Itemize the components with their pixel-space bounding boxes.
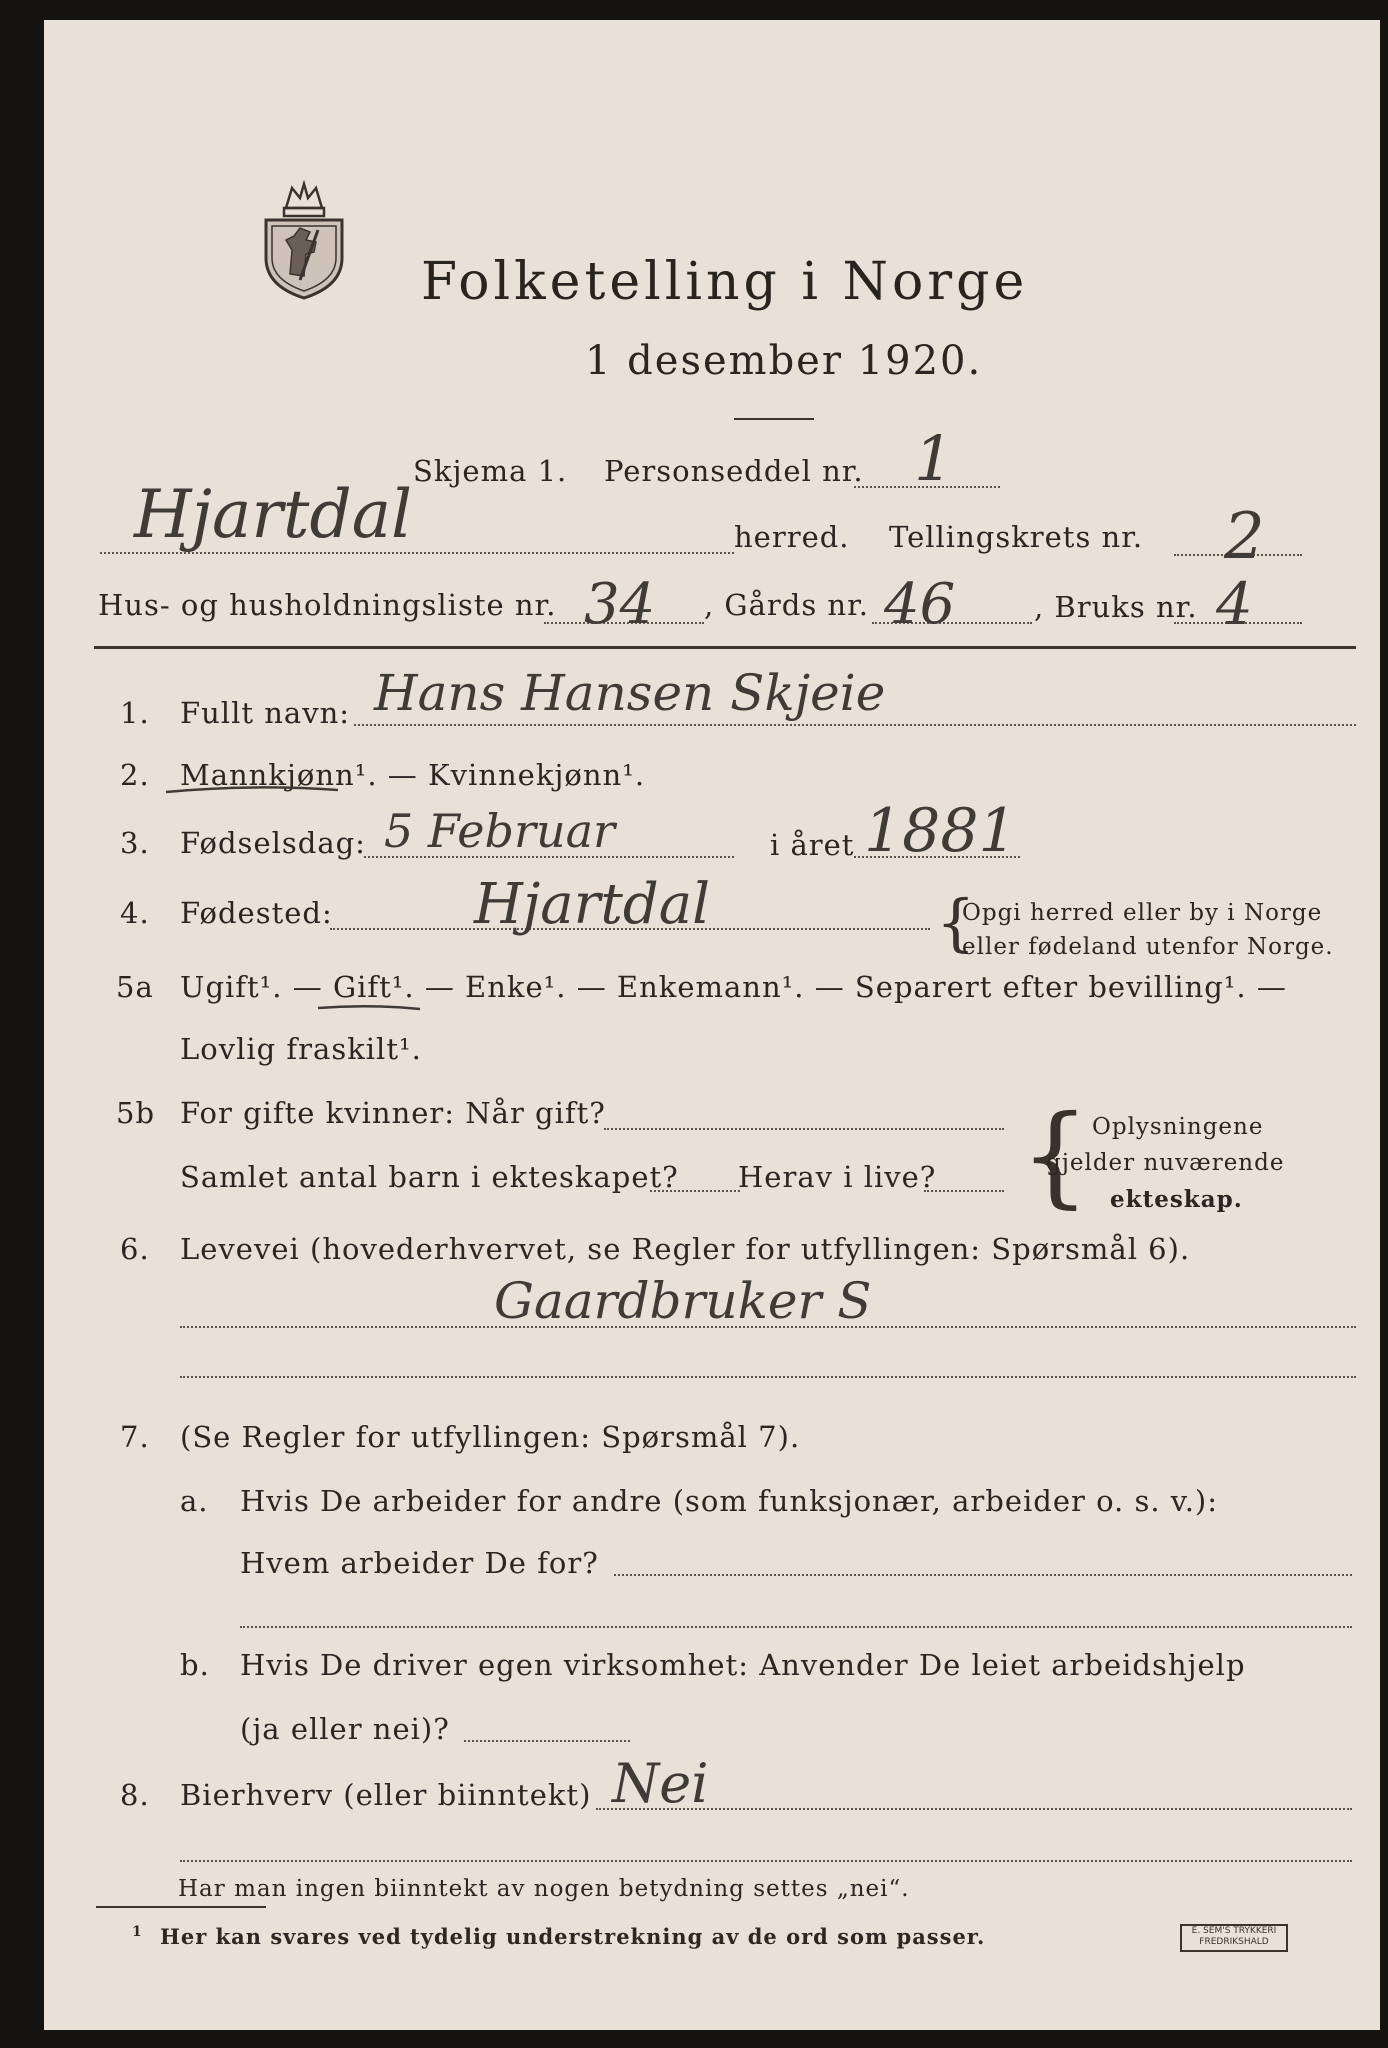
q7b-label: Hvis De driver egen virksomhet: Anvender De leiet arbeidshjelp xyxy=(240,1648,1246,1682)
census-form-page xyxy=(44,20,1380,2030)
herred-value: Hjartdal xyxy=(134,476,413,553)
q8-note: Har man ingen biinntekt av nogen betydning settes „nei“. xyxy=(178,1876,910,1902)
q5b-note-line-1: Oplysningene xyxy=(1092,1114,1264,1140)
q8-field-line xyxy=(596,1808,1352,1810)
q6-occupation-value: Gaardbruker S xyxy=(494,1272,872,1330)
q3-birthday-value: 5 Februar xyxy=(384,804,615,858)
q6-field-line-1 xyxy=(180,1326,1356,1328)
q1-full-name-value: Hans Hansen Skjeie xyxy=(374,664,886,722)
q5b-alive-label: Herav i live? xyxy=(738,1160,937,1194)
q5b-children-label: Samlet antal barn i ekteskapet? xyxy=(180,1160,679,1194)
census-date: 1 desember 1920. xyxy=(585,338,983,384)
q5b-label: For gifte kvinner: Når gift? xyxy=(180,1096,606,1130)
q5a-marital-options: Ugift¹. — Gift¹. — Enke¹. — Enkemann¹. — Separert efter bevilling¹. — xyxy=(180,970,1287,1004)
q4-label: Fødested: xyxy=(180,896,333,930)
q7a-label: Hvis De arbeider for andre (som funksjonær, arbeider o. s. v.): xyxy=(240,1484,1219,1518)
q7a-employer-field-line xyxy=(614,1574,1352,1576)
q5a-number: 5a xyxy=(116,970,154,1004)
q7-number: 7. xyxy=(120,1420,150,1454)
q3-year-value: 1881 xyxy=(864,796,1017,866)
tellingskrets-label: Tellingskrets nr. xyxy=(889,520,1144,554)
footnote-mark: 1 xyxy=(132,1924,143,1940)
norwegian-coat-of-arms-icon xyxy=(256,180,352,300)
hus-value: 34 xyxy=(584,572,656,637)
q5b-married-field-line xyxy=(604,1128,1004,1130)
printer-stamp: E. SEM'S TRYKKERI FREDRIKSHALD xyxy=(1180,1924,1288,1952)
q8-number: 8. xyxy=(120,1778,150,1812)
q2-label: Mannkjønn¹. — Kvinnekjønn¹. xyxy=(180,758,646,792)
personseddel-value: 1 xyxy=(914,422,954,495)
q6-field-line-2 xyxy=(180,1376,1356,1378)
q4-birthplace-value: Hjartdal xyxy=(474,872,711,937)
q4-number: 4. xyxy=(120,896,150,930)
q4-note-line-1: Opgi herred eller by i Norge xyxy=(962,900,1323,926)
q7b-yes-no-label: (ja eller nei)? xyxy=(240,1712,450,1746)
q7a-field-line-2 xyxy=(240,1626,1352,1628)
q7-label: (Se Regler for utfyllingen: Spørsmål 7). xyxy=(180,1420,801,1454)
q1-label: Fullt navn: xyxy=(180,696,351,730)
q5b-note-brace: { xyxy=(1020,1091,1090,1219)
header-rule xyxy=(94,646,1356,649)
q7a-employer-label: Hvem arbeider De for? xyxy=(240,1546,599,1580)
footnote-text: Her kan svares ved tydelig understrekning av de ord som passer. xyxy=(160,1924,986,1949)
q1-field-line xyxy=(354,724,1356,726)
tellingskrets-value: 2 xyxy=(1224,500,1265,574)
q7a-number: a. xyxy=(180,1484,209,1518)
q5b-number: 5b xyxy=(116,1096,156,1130)
herred-field-line xyxy=(100,552,734,554)
hus-label: Hus- og husholdningsliste nr. xyxy=(98,588,557,622)
q6-label: Levevei (hovederhvervet, se Regler for utfyllingen: Spørsmål 6). xyxy=(180,1232,1191,1266)
q3-number: 3. xyxy=(120,826,150,860)
q4-note-brace: { xyxy=(936,886,976,959)
q5b-note-line-3: ekteskap. xyxy=(1110,1186,1243,1213)
q2-number: 2. xyxy=(120,758,150,792)
q3-year-label: i året xyxy=(770,828,855,862)
q7b-number: b. xyxy=(180,1648,210,1682)
q5b-children-field-line xyxy=(650,1190,740,1192)
herred-label: herred. xyxy=(734,520,850,554)
gards-label: , Gårds nr. xyxy=(704,588,869,622)
gards-value: 46 xyxy=(884,572,956,637)
q5b-note-line-2: gjelder nuværende xyxy=(1046,1150,1285,1176)
q4-note-line-2: eller fødeland utenfor Norge. xyxy=(962,934,1334,960)
q1-number: 1. xyxy=(120,696,150,730)
title-divider xyxy=(734,418,814,420)
q3-label: Fødselsdag: xyxy=(180,826,366,860)
form-title: Folketelling i Norge xyxy=(421,252,1029,312)
skjema-label: Skjema 1. xyxy=(413,454,568,488)
q8-field-line-2 xyxy=(180,1860,1352,1862)
gift-underline-mark xyxy=(314,1002,424,1014)
q7b-field-line xyxy=(464,1740,630,1742)
q6-number: 6. xyxy=(120,1232,150,1266)
q5b-alive-field-line xyxy=(924,1190,1004,1192)
footnote-rule xyxy=(96,1906,266,1908)
bruks-label: , Bruks nr. xyxy=(1034,590,1198,624)
mannkjonn-underline-mark xyxy=(162,782,342,798)
bruks-value: 4 xyxy=(1216,570,1253,638)
q5a-marital-options-2: Lovlig fraskilt¹. xyxy=(180,1032,422,1066)
q8-side-income-value: Nei xyxy=(612,1752,709,1815)
q8-label: Bierhverv (eller biinntekt) xyxy=(180,1778,592,1812)
personseddel-label: Personseddel nr. xyxy=(604,454,864,488)
